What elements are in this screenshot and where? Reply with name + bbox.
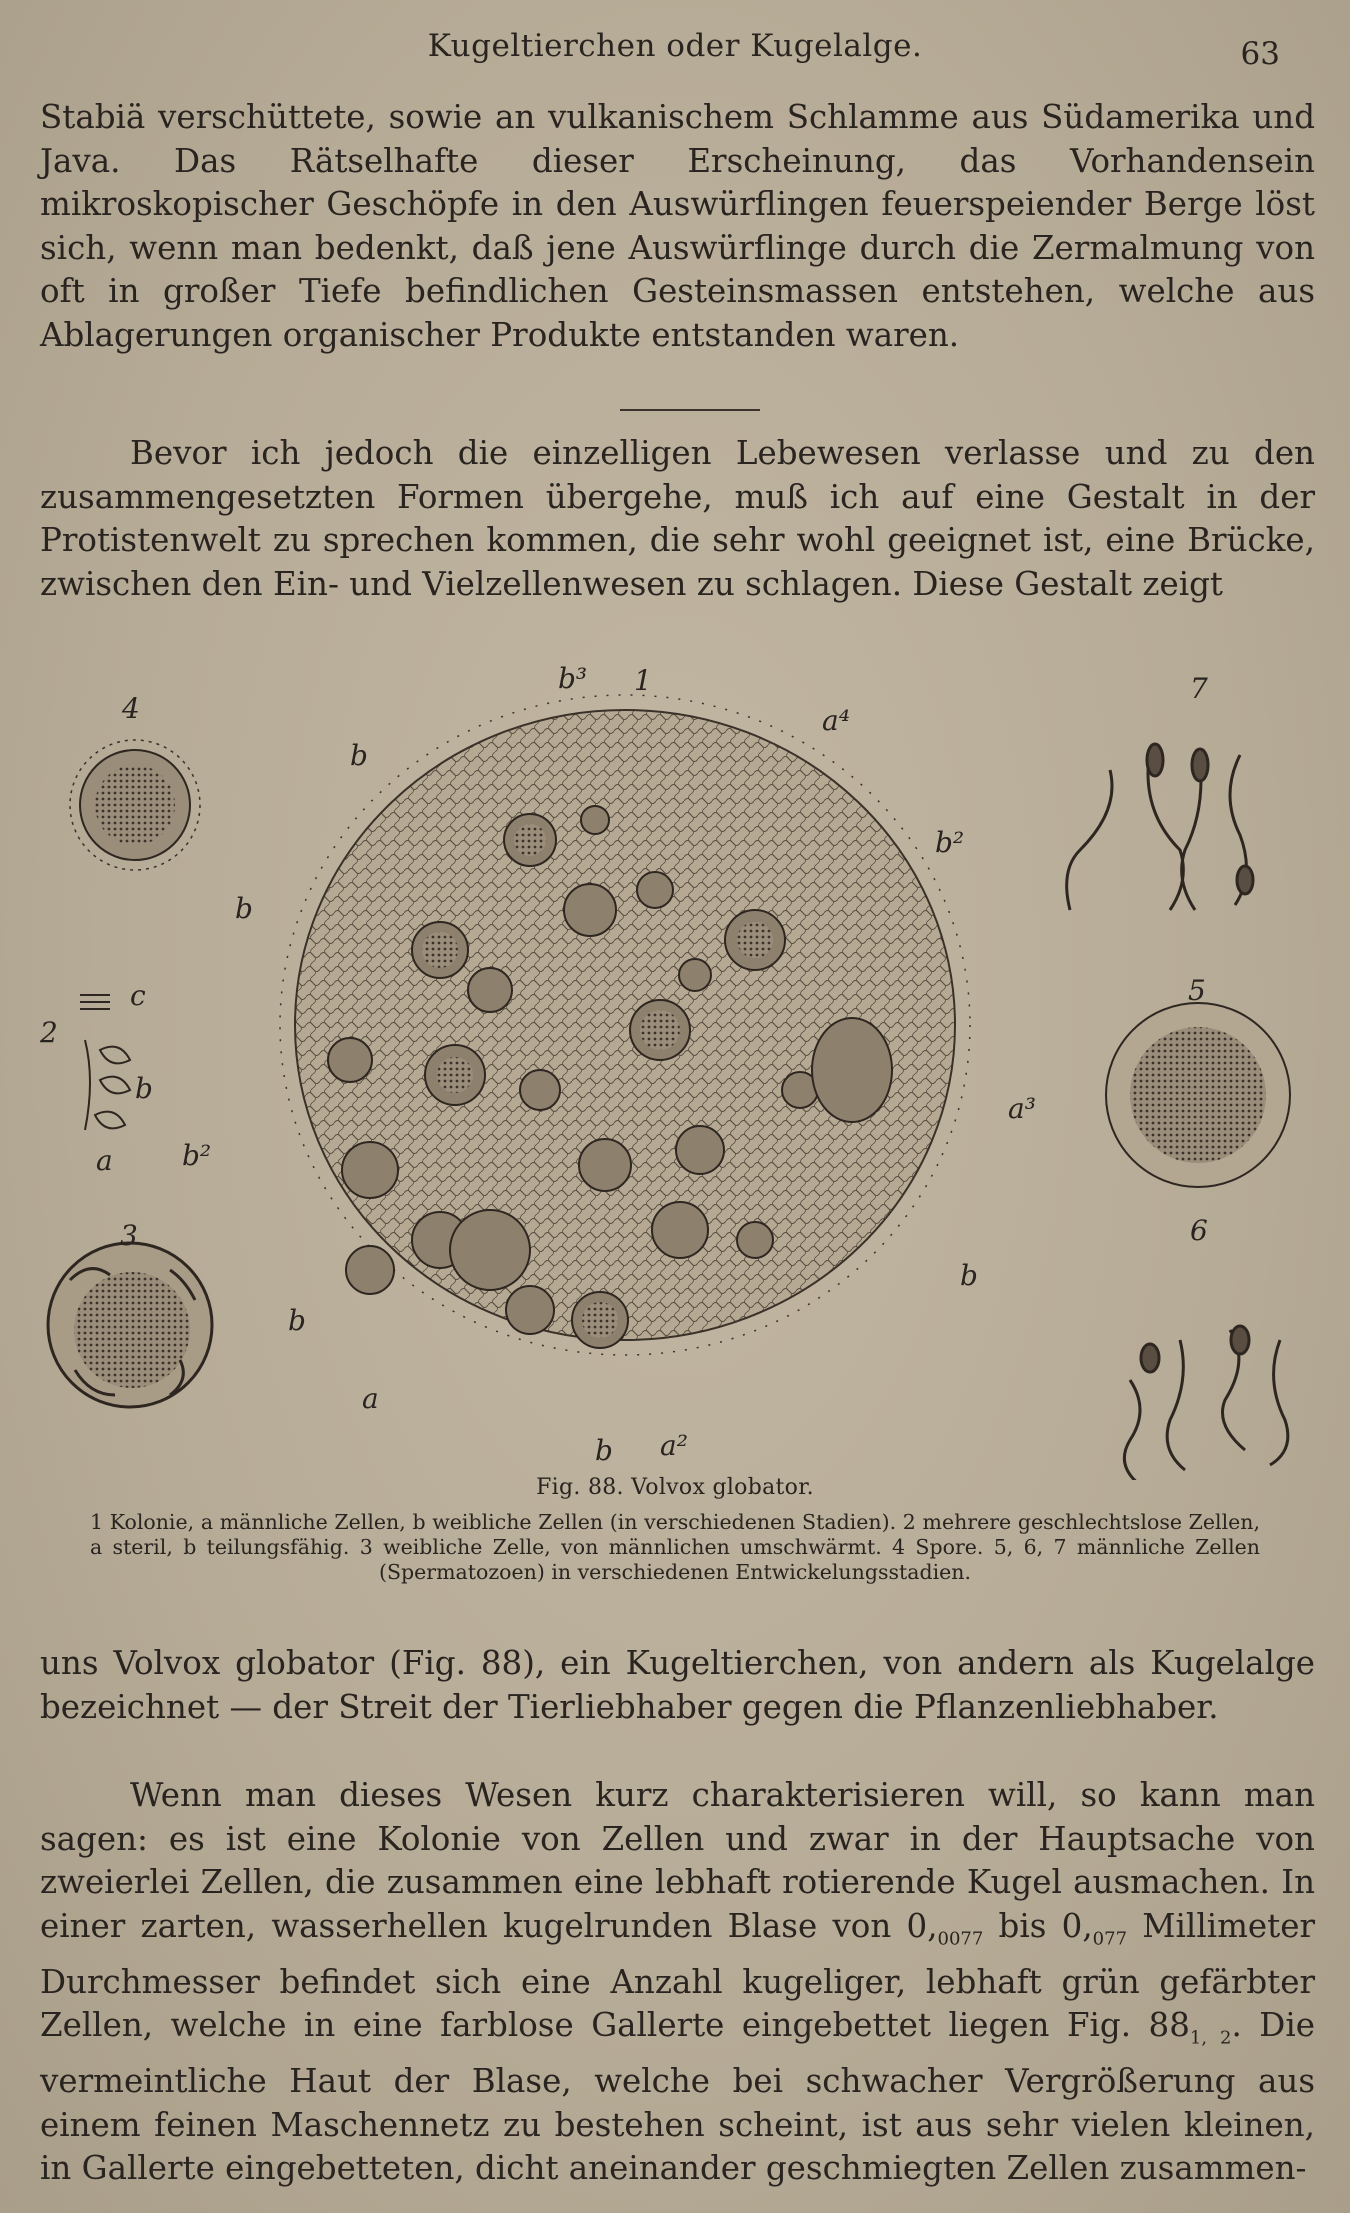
label-b-left: b [235,892,253,925]
colony-1 [280,695,970,1355]
label-b3: b³ [558,662,588,695]
label-a-bottom: a [362,1382,379,1415]
page-number: 63 [1240,36,1280,72]
label-b-lower: b [288,1304,306,1337]
spermatozoa-6 [1124,1326,1287,1480]
label-a2: a² [660,1429,688,1462]
paragraph-4 [40,1774,1315,2191]
label-6: 6 [1190,1214,1208,1247]
label-b2-left: b² [182,1139,212,1172]
label-a4: a⁴ [822,704,850,737]
label-b2-right: b² [935,826,965,859]
label-a-fig2: a [96,1144,113,1177]
paragraph-4-part-2: bis 0, [983,1906,1093,1945]
label-b-right: b [960,1259,978,1292]
volvox-illustration [40,640,1310,1480]
page-header [40,22,1310,72]
label-7: 7 [1190,672,1208,705]
spermatozoa-7 [1067,744,1253,910]
paragraph-3: uns Volvox globator (Fig. 88), ein Kugeltierchen, von andern als Kugelalge bezeichnet — der Streit der Tierliebhaber gegen die Pflanzenliebhaber. [40,1644,1315,1726]
label-2: 2 [40,1016,58,1049]
paragraph-1: Stabiä verschüttete, sowie an vulkanischem Schlamme aus Südamerika und Java. Das Rätselhafte dieser Erscheinung, das Vorhandensein mikroskopischer Geschöpfe in den Auswürflingen feuerspeiender Berge löst sich, wenn man bedenkt, daß jene Auswürflinge durch die Zermalmung von oft in großer Tiefe befindlichen Gesteinsmassen entstehen, welche aus Ablagerungen organischer Produkte entstanden waren. [40,98,1315,354]
label-a3: a³ [1008,1092,1036,1125]
paragraph-4-sub-2: 077 [1092,1928,1128,1949]
figure-caption-body: 1 Kolonie, a männliche Zellen, b weibliche Zellen (in verschiedenen Stadien). 2 mehrere geschlechtslose Zellen, a steril, b teilungsfähig. 3 weibliche Zelle, von männlichen umschwärmt. 4 Spore. 5, 6, 7 männliche Zellen (Spermatozoen) in verschiedenen Entwickelungsstadien. [90,1510,1260,1584]
paragraph-4-sub-3: 1, 2 [1189,2027,1232,2049]
spore-4 [70,740,200,870]
cells-2 [80,995,130,1130]
male-cells-5 [1106,1003,1290,1187]
label-c: c [130,979,146,1012]
paragraph-4-part-1: Wenn man dieses Wesen kurz charakterisieren will, so kann man sagen: es ist eine Kolonie von Zellen und zwar in der Hauptsache von zweierlei Zellen, die zusammen eine lebhaft rotierende Kugel ausmachen. In einer zarten, wasserhellen kugelrunden Blase von 0, [40,1776,1315,1945]
paragraph-4-sub-1: 0077 [937,1928,984,1949]
paragraph-4-part-4: . Die vermeintliche Haut der Blase, welche bei schwacher Vergrößerung aus einem feinen Maschennetz zu bestehen scheint, ist aus sehr vielen kleinen, in Gallerte eingebetteten, dicht aneinander geschmiegten Zellen zusammen- [40,2006,1315,2187]
paragraph-2: Bevor ich jedoch die einzelligen Lebewesen verlasse und zu den zusammengesetzten Formen übergehe, muß ich auf eine Gestalt in der Protistenwelt zu sprechen kommen, die sehr wohl geeignet ist, eine Brücke, zwischen den Ein- und Vielzellenwesen zu schlagen. Diese Gestalt zeigt [40,434,1315,603]
figure-caption-title: Fig. 88. Volvox globator. [536,1475,814,1500]
label-1: 1 [634,664,652,697]
female-cell-3 [48,1243,212,1407]
label-3: 3 [120,1219,138,1252]
paragraph-4-part-3: Millimeter Durchmesser befindet sich eine Anzahl kugeliger, lebhaft grün gefärbter Zellen, welche in eine farblose Gallerte eingebettet liegen Fig. 88 [40,1906,1315,2044]
section-divider [620,409,760,411]
label-5: 5 [1188,974,1206,1007]
running-title: Kugeltierchen oder Kugelalge. [427,28,923,64]
label-b-top: b [350,739,368,772]
label-4: 4 [122,692,140,725]
figure-volvox [40,640,1310,1480]
label-b-fig2: b [135,1072,153,1105]
label-b-bottom: b [595,1434,613,1467]
